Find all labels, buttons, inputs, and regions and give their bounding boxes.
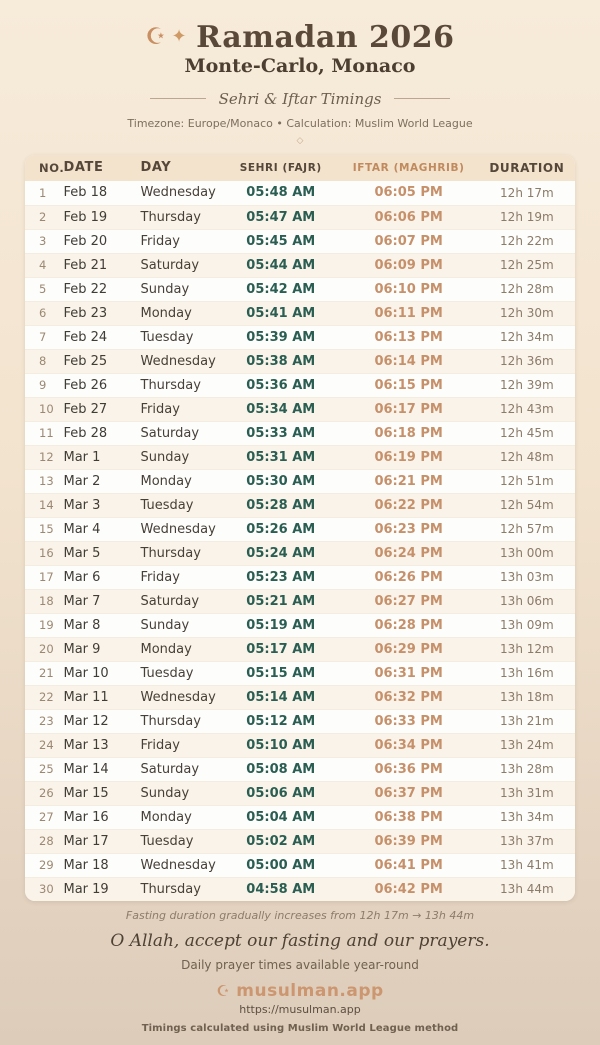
cell-iftar: 06:24 PM [374,545,443,561]
header-no: NO. [39,160,65,175]
cell-iftar: 06:22 PM [374,497,443,513]
table-row [25,517,575,541]
cell-iftar: 06:21 PM [374,473,443,489]
cell-duration: 12h 22m [500,234,554,248]
cell-no: 3 [39,234,47,248]
cell-date: Mar 4 [63,521,101,537]
cell-iftar: 06:28 PM [374,617,443,633]
cell-no: 28 [39,834,54,848]
cell-no: 11 [39,426,54,440]
cell-duration: 13h 41m [500,858,554,872]
cell-duration: 12h 48m [500,450,554,464]
cell-date: Mar 13 [63,737,109,753]
cell-iftar: 06:15 PM [374,377,443,393]
cell-duration: 12h 45m [500,426,554,440]
cell-iftar: 06:11 PM [374,305,443,321]
cell-no: 25 [39,762,54,776]
cell-duration: 13h 03m [500,570,554,584]
cell-day: Monday [140,473,192,489]
table-row [25,637,575,661]
cell-date: Feb 24 [63,329,108,345]
cell-no: 9 [39,378,47,392]
cell-sehri: 05:24 AM [246,545,316,561]
cell-day: Monday [140,809,192,825]
cell-day: Thursday [140,377,201,393]
footer [0,909,600,1034]
sparkle-icon: ✦ [171,26,188,47]
cell-sehri: 05:36 AM [246,377,316,393]
cell-day: Saturday [140,593,200,609]
cell-duration: 13h 12m [500,642,554,656]
header-iftar: IFTAR (MAGHRIB) [352,161,465,174]
cell-no: 24 [39,738,54,752]
cell-no: 27 [39,810,54,824]
cell-duration: 13h 37m [500,834,554,848]
website-url[interactable]: https://musulman.app [239,1002,361,1016]
table-row [25,373,575,397]
cell-iftar: 06:32 PM [374,689,443,705]
cell-date: Mar 7 [63,593,101,609]
cell-duration: 13h 00m [500,546,554,560]
cell-date: Mar 5 [63,545,101,561]
cell-sehri: 05:14 AM [246,689,316,705]
cell-day: Saturday [140,761,200,777]
cell-duration: 13h 18m [500,690,554,704]
cell-sehri: 05:30 AM [246,473,316,489]
cell-iftar: 06:26 PM [374,569,443,585]
cell-iftar: 06:09 PM [374,257,443,273]
cell-sehri: 05:21 AM [246,593,316,609]
cell-sehri: 05:41 AM [246,305,316,321]
page-title [0,22,600,54]
cell-day: Friday [140,233,180,249]
cell-day: Wednesday [140,521,216,537]
diamond-divider-icon: ◇ [296,135,304,146]
cell-no: 12 [39,450,54,464]
cell-date: Mar 19 [63,881,109,897]
cell-duration: 12h 39m [500,378,554,392]
cell-date: Mar 15 [63,785,109,801]
cell-sehri: 05:39 AM [246,329,316,345]
table-row [25,757,575,781]
cell-date: Mar 1 [63,449,101,465]
cell-date: Feb 19 [63,209,108,225]
calculation-method-note: Timings calculated using Muslim World League method [141,1022,459,1034]
cell-no: 26 [39,786,54,800]
cell-date: Mar 18 [63,857,109,873]
cell-no: 23 [39,714,54,728]
cell-sehri: 05:12 AM [246,713,316,729]
cell-sehri: 05:10 AM [246,737,316,753]
cell-no: 17 [39,570,54,584]
cell-day: Sunday [140,617,190,633]
cell-iftar: 06:39 PM [374,833,443,849]
cell-sehri: 05:44 AM [246,257,316,273]
table-row [25,229,575,253]
cell-iftar: 06:14 PM [374,353,443,369]
page-title-text: Ramadan 2026 [196,20,455,55]
cell-date: Feb 22 [63,281,108,297]
cell-duration: 13h 31m [500,786,554,800]
header [0,0,600,146]
cell-sehri: 05:15 AM [246,665,316,681]
location-subtitle: Monte-Carlo, Monaco [184,54,416,77]
cell-iftar: 06:27 PM [374,593,443,609]
cell-no: 1 [39,185,47,200]
cell-iftar: 06:06 PM [374,209,443,225]
table-row [25,733,575,757]
cell-date: Mar 17 [63,833,109,849]
cell-duration: 12h 36m [500,354,554,368]
cell-iftar: 06:10 PM [374,281,443,297]
cell-sehri: 05:42 AM [246,281,316,297]
cell-sehri: 05:47 AM [246,209,316,225]
cell-iftar: 06:17 PM [374,401,443,417]
timezone-calculation-line: Timezone: Europe/Monaco • Calculation: Muslim World League [127,116,473,130]
cell-no: 14 [39,498,54,512]
cell-no: 4 [39,258,47,272]
table-row [25,301,575,325]
table-row [25,613,575,637]
cell-sehri: 04:58 AM [246,881,316,897]
cell-day: Sunday [140,281,190,297]
cell-iftar: 06:19 PM [374,449,443,465]
table-header-row [25,155,575,181]
brand-link[interactable] [0,981,600,1001]
brand-name: musulman.app [236,980,384,1001]
cell-date: Mar 10 [63,665,109,681]
table-row [25,421,575,445]
cell-duration: 13h 24m [500,738,554,752]
cell-iftar: 06:05 PM [374,185,443,200]
cell-iftar: 06:34 PM [374,737,443,753]
cell-day: Wednesday [140,689,216,705]
cell-duration: 12h 43m [500,402,554,416]
cell-duration: 12h 54m [500,498,554,512]
cell-iftar: 06:13 PM [374,329,443,345]
table-row [25,349,575,373]
table-row [25,181,575,205]
cell-sehri: 05:26 AM [246,521,316,537]
cell-no: 29 [39,858,54,872]
cell-iftar: 06:36 PM [374,761,443,777]
section-title-divider [0,90,600,108]
cell-day: Thursday [140,881,201,897]
table-row [25,781,575,805]
cell-sehri: 05:19 AM [246,617,316,633]
cell-no: 19 [39,618,54,632]
cell-date: Feb 23 [63,305,108,321]
table-row [25,541,575,565]
timings-table-card [25,155,575,901]
cell-date: Feb 25 [63,353,108,369]
cell-duration: 12h 25m [500,258,554,272]
cell-sehri: 05:17 AM [246,641,316,657]
cell-duration: 13h 09m [500,618,554,632]
cell-no: 15 [39,522,54,536]
cell-no: 16 [39,546,54,560]
table-row [25,853,575,877]
cell-duration: 13h 28m [500,762,554,776]
crescent-star-icon: ☪ [145,24,167,50]
table-row [25,805,575,829]
cell-no: 13 [39,474,54,488]
brand-crescent-icon: ☪ [216,981,231,1000]
table-row [25,565,575,589]
cell-duration: 12h 17m [500,185,554,200]
cell-sehri: 05:08 AM [246,761,316,777]
cell-date: Feb 27 [63,401,108,417]
cell-sehri: 05:33 AM [246,425,316,441]
cell-duration: 13h 06m [500,594,554,608]
cell-no: 21 [39,666,54,680]
cell-day: Friday [140,569,180,585]
table-row [25,685,575,709]
cell-duration: 12h 51m [500,474,554,488]
cell-iftar: 06:38 PM [374,809,443,825]
cell-day: Tuesday [140,497,194,513]
cell-duration: 12h 28m [500,282,554,296]
cell-duration: 12h 34m [500,330,554,344]
cell-sehri: 05:38 AM [246,353,316,369]
cell-no: 8 [39,354,47,368]
table-row [25,877,575,901]
cell-sehri: 05:31 AM [246,449,316,465]
cell-no: 10 [39,402,54,416]
cell-iftar: 06:42 PM [374,881,443,897]
cell-date: Mar 6 [63,569,101,585]
cell-date: Feb 28 [63,425,108,441]
cell-sehri: 05:02 AM [246,833,316,849]
cell-duration: 13h 21m [500,714,554,728]
cell-day: Sunday [140,785,190,801]
divider-line-right [394,98,450,99]
cell-duration: 12h 57m [500,522,554,536]
divider-line-left [150,98,206,99]
header-sehri: SEHRI (FAJR) [239,161,322,174]
cell-sehri: 05:45 AM [246,233,316,249]
cell-date: Feb 18 [63,185,108,200]
table-row [25,253,575,277]
cell-day: Sunday [140,449,190,465]
cell-day: Tuesday [140,329,194,345]
cell-date: Feb 26 [63,377,108,393]
cell-date: Mar 12 [63,713,109,729]
cell-iftar: 06:29 PM [374,641,443,657]
cell-day: Thursday [140,209,201,225]
cell-date: Mar 16 [63,809,109,825]
cell-iftar: 06:41 PM [374,857,443,873]
cell-sehri: 05:06 AM [246,785,316,801]
cell-no: 20 [39,642,54,656]
cell-no: 22 [39,690,54,704]
cell-iftar: 06:37 PM [374,785,443,801]
cell-sehri: 05:00 AM [246,857,316,873]
table-row [25,709,575,733]
cell-duration: 12h 30m [500,306,554,320]
cell-iftar: 06:23 PM [374,521,443,537]
cell-no: 5 [39,282,47,296]
table-row [25,325,575,349]
header-duration: DURATION [489,160,565,175]
cell-iftar: 06:33 PM [374,713,443,729]
dua-text: O Allah, accept our fasting and our prayers. [110,930,490,951]
fasting-duration-note: Fasting duration gradually increases from 12h 17m → 13h 44m [125,908,475,922]
cell-duration: 12h 19m [500,210,554,224]
table-row [25,829,575,853]
section-title: Sehri & Iftar Timings [218,89,382,108]
cell-no: 7 [39,330,47,344]
table-row [25,589,575,613]
cell-date: Mar 9 [63,641,101,657]
table-row [25,493,575,517]
cell-iftar: 06:07 PM [374,233,443,249]
cell-no: 18 [39,594,54,608]
header-day: DAY [140,160,172,175]
cell-iftar: 06:18 PM [374,425,443,441]
cell-date: Feb 20 [63,233,108,249]
cell-date: Mar 3 [63,497,101,513]
table-row [25,469,575,493]
cell-duration: 13h 44m [500,882,554,896]
cell-no: 2 [39,210,47,224]
cell-iftar: 06:31 PM [374,665,443,681]
table-body [25,181,575,901]
cell-day: Wednesday [140,353,216,369]
table-row [25,445,575,469]
cell-duration: 13h 16m [500,666,554,680]
cell-date: Mar 8 [63,617,101,633]
availability-note: Daily prayer times available year-round [181,957,419,972]
cell-day: Wednesday [140,185,216,200]
cell-duration: 13h 34m [500,810,554,824]
cell-date: Mar 2 [63,473,101,489]
header-date: DATE [63,160,104,175]
cell-date: Feb 21 [63,257,108,273]
cell-day: Monday [140,305,192,321]
cell-day: Thursday [140,545,201,561]
cell-sehri: 05:04 AM [246,809,316,825]
cell-day: Wednesday [140,857,216,873]
cell-day: Saturday [140,425,200,441]
cell-no: 6 [39,306,47,320]
cell-no: 30 [39,882,54,896]
cell-sehri: 05:28 AM [246,497,316,513]
cell-sehri: 05:34 AM [246,401,316,417]
table-row [25,661,575,685]
cell-day: Thursday [140,713,201,729]
cell-date: Mar 14 [63,761,109,777]
table-row [25,397,575,421]
cell-day: Tuesday [140,833,194,849]
cell-day: Tuesday [140,665,194,681]
cell-sehri: 05:48 AM [246,185,316,200]
cell-day: Saturday [140,257,200,273]
cell-day: Friday [140,401,180,417]
cell-day: Friday [140,737,180,753]
table-row [25,205,575,229]
cell-date: Mar 11 [63,689,109,705]
cell-sehri: 05:23 AM [246,569,316,585]
table-row [25,277,575,301]
cell-day: Monday [140,641,192,657]
